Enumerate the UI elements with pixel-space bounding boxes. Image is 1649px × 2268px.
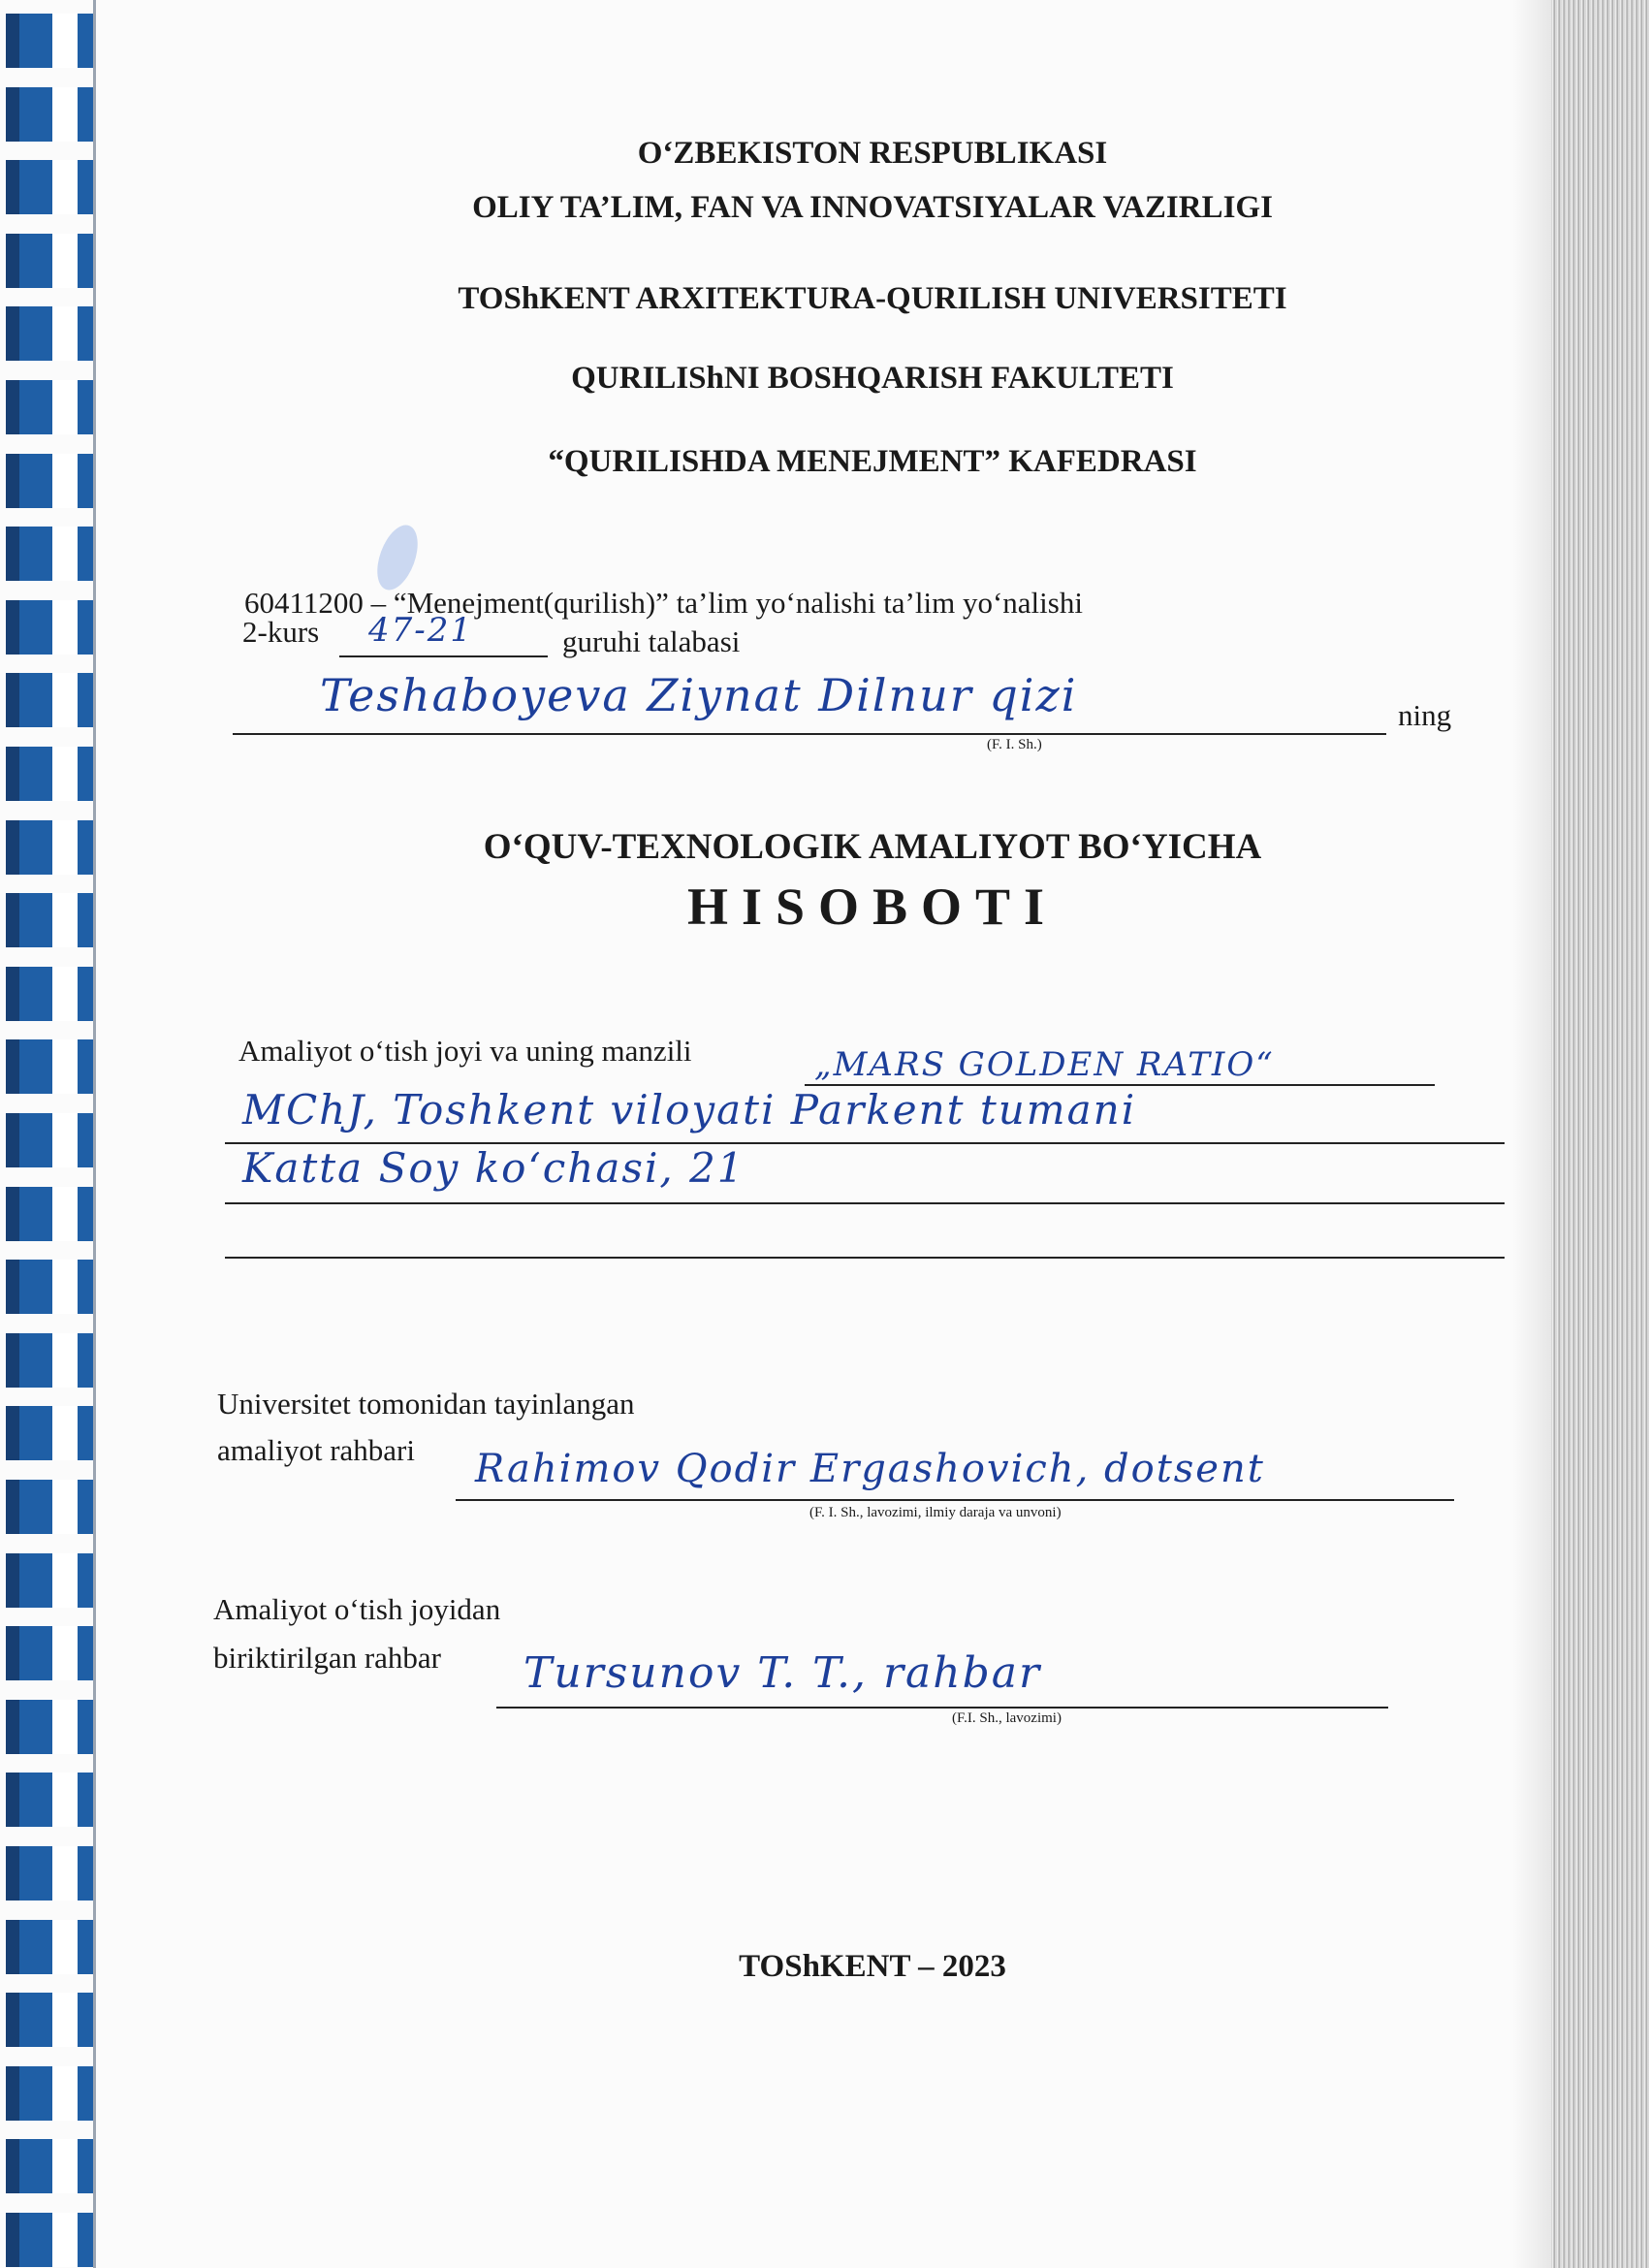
program-line: 60411200 – “Menejment(qurilish)” ta’lim yo‘nalishi ta’lim yo‘nalishi bbox=[244, 586, 1083, 620]
binding-coil-tab bbox=[6, 1260, 95, 1314]
binding-coil-tab bbox=[6, 1406, 95, 1460]
binding-coil-tab bbox=[6, 1480, 95, 1534]
binding-coil-tab bbox=[6, 1993, 95, 2047]
site-supervisor-label-1: Amaliyot o‘tish joyidan bbox=[213, 1592, 501, 1626]
internship-place-handwritten-3: Katta Soy ko‘chasi, 21 bbox=[242, 1144, 745, 1192]
group-underline bbox=[339, 655, 548, 657]
site-supervisor-caption: (F.I. Sh., lavozimi) bbox=[952, 1710, 1062, 1726]
university-supervisor-label-1: Universitet tomonidan tayinlangan bbox=[217, 1387, 635, 1421]
binding-coil-tab bbox=[6, 160, 95, 214]
binding-coil-tab bbox=[6, 2066, 95, 2121]
site-supervisor-underline bbox=[496, 1707, 1388, 1709]
binding-coil-tab bbox=[6, 1846, 95, 1901]
binding-coil-tab bbox=[6, 1187, 95, 1241]
binding-coil-tab bbox=[6, 234, 95, 288]
binding-coil-tab bbox=[6, 1113, 95, 1167]
binding-coil-tab bbox=[6, 747, 95, 801]
internship-place-underline-3 bbox=[225, 1202, 1505, 1204]
site-supervisor-label-2: biriktirilgan rahbar bbox=[213, 1641, 441, 1675]
site-supervisor-handwritten: Tursunov T. T., rahbar bbox=[523, 1648, 1042, 1698]
binding-coil-tab bbox=[6, 380, 95, 434]
group-suffix: guruhi talabasi bbox=[562, 624, 741, 658]
university-supervisor-label-2: amaliyot rahbari bbox=[217, 1433, 415, 1467]
university-supervisor-handwritten: Rahimov Qodir Ergashovich, dotsent bbox=[475, 1447, 1265, 1491]
report-title-line1: O‘QUV-TEXNOLOGIK AMALIYOT BO‘YICHA bbox=[483, 827, 1262, 867]
binding-coil-tab bbox=[6, 1039, 95, 1094]
binding-coil-tab bbox=[6, 1626, 95, 1680]
course-label: 2-kurs bbox=[242, 615, 320, 649]
university-supervisor-underline bbox=[456, 1499, 1454, 1501]
binding-coil-tab bbox=[6, 1920, 95, 1974]
binding-coil-tab bbox=[6, 600, 95, 655]
binding-coil-tab bbox=[6, 1700, 95, 1754]
binding-coil-tab bbox=[6, 527, 95, 581]
internship-place-handwritten-2: MChJ, Toshkent viloyati Parkent tumani bbox=[242, 1086, 1137, 1134]
internship-place-label: Amaliyot o‘tish joyi va uning manzili bbox=[238, 1034, 692, 1068]
binding-coil-tab bbox=[6, 893, 95, 947]
binding-coil-tab bbox=[6, 87, 95, 142]
student-name-suffix: ning bbox=[1398, 698, 1452, 732]
binding-coil-tab bbox=[6, 673, 95, 727]
footer-city-year: TOShKENT – 2023 bbox=[739, 1949, 1006, 1984]
header-faculty: QURILIShNI BOSHQARISH FAKULTETI bbox=[571, 361, 1174, 396]
university-supervisor-caption: (F. I. Sh., lavozimi, ilmiy daraja va unvoni) bbox=[809, 1505, 1062, 1520]
binding-coil-tab bbox=[6, 14, 95, 68]
binding-coil-tab bbox=[6, 1553, 95, 1608]
header-department: “QURILISHDA MENEJMENT” KAFEDRASI bbox=[548, 444, 1197, 479]
binding-coil-tab bbox=[6, 2139, 95, 2193]
student-name-underline bbox=[233, 733, 1386, 735]
binding-coil-tab bbox=[6, 306, 95, 361]
binding-coil-tab bbox=[6, 820, 95, 875]
internship-place-underline-4 bbox=[225, 1257, 1505, 1259]
binding-edge bbox=[93, 0, 96, 2268]
student-name-handwritten: Teshaboyeva Ziynat Dilnur qizi bbox=[320, 669, 1078, 721]
binding-coil-tab bbox=[6, 967, 95, 1021]
internship-place-handwritten-1: „MARS GOLDEN RATIO“ bbox=[814, 1045, 1275, 1084]
spiral-binding bbox=[0, 0, 97, 2268]
binding-coil-tab bbox=[6, 2213, 95, 2267]
report-title-line2: HISOBOTI bbox=[686, 878, 1059, 936]
ink-blot bbox=[369, 520, 426, 595]
student-name-caption: (F. I. Sh.) bbox=[987, 737, 1042, 752]
binding-coil-tab bbox=[6, 1773, 95, 1827]
header-ministry-name: OLIY TA’LIM, FAN VA INNOVATSIYALAR VAZIRLIGI bbox=[472, 190, 1273, 225]
binding-coil-tab bbox=[6, 454, 95, 508]
group-handwritten: 47-21 bbox=[368, 611, 474, 650]
header-university: TOShKENT ARXITEKTURA-QURILISH UNIVERSITETI bbox=[458, 281, 1287, 316]
page-stack-edge bbox=[1551, 0, 1649, 2268]
binding-coil-tab bbox=[6, 1333, 95, 1388]
header-ministry-country: O‘ZBEKISTON RESPUBLIKASI bbox=[637, 136, 1108, 171]
